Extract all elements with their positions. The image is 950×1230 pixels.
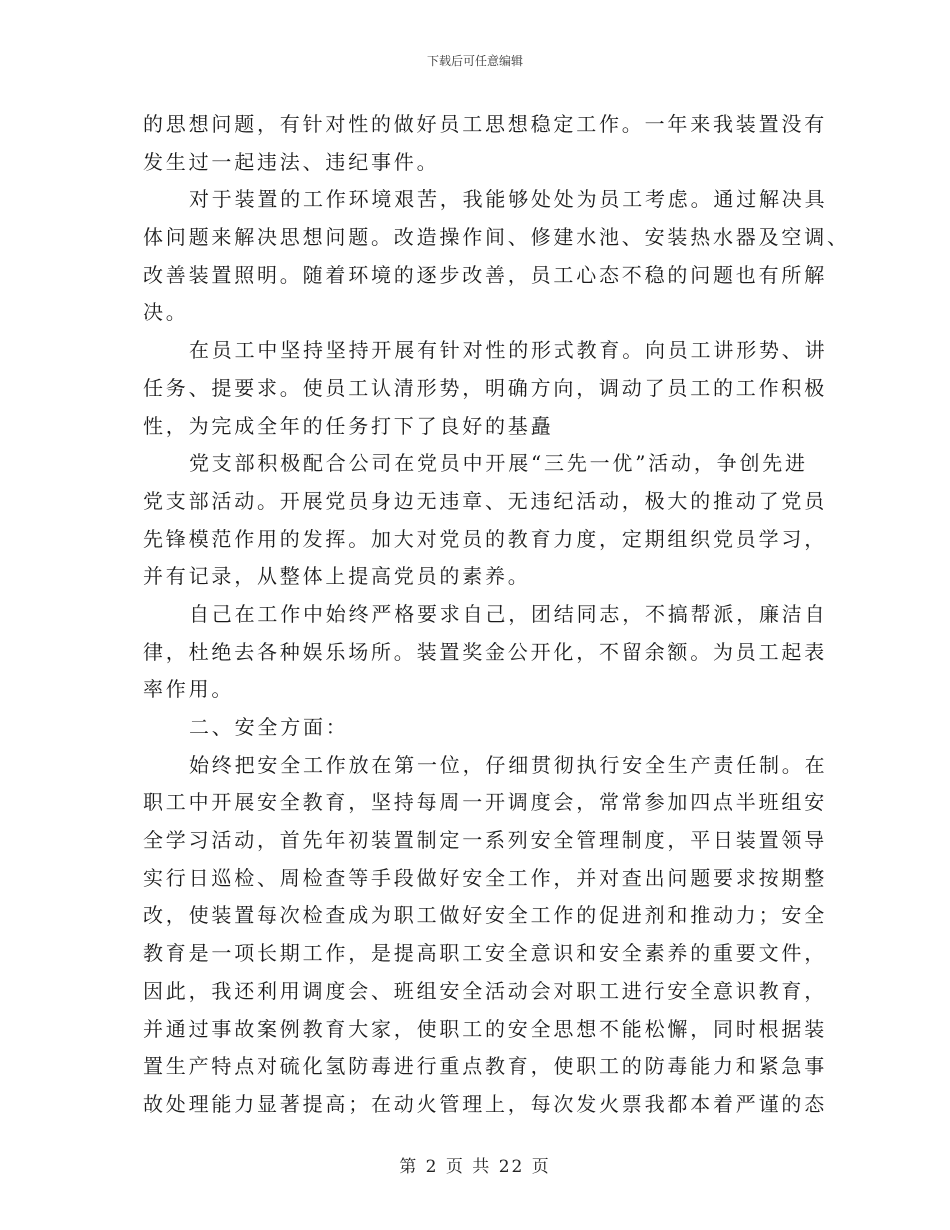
paragraph-start-line: 始终把安全工作放在第一位，仔细贯彻执行安全生产责任制。在 [189,752,828,777]
text-line: 的思想问题，有针对性的做好员工思想稳定工作。一年来我装置没有 [143,112,827,136]
text-line: 性，为完成全年的任务打下了良好的基矗 [143,413,554,438]
text-line: 因此，我还利用调度会、班组安全活动会对职工进行安全意识教育， [143,978,827,1003]
document-body [143,106,850,1124]
text-line: 实行日巡检、周检查等手段做好安全工作，并对查出问题要求按期整 [143,865,827,890]
text-line: 发生过一起违法、违纪事件。 [143,149,440,174]
page-number-footer: 第 2 页 共 22 页 [399,1157,551,1177]
text-line: 并有记录，从整体上提高党员的素养。 [143,564,531,589]
text-line: 决。 [143,300,189,325]
text-line: 改善装置照明。随着环境的逐步改善，员工心态不稳的问题也有所解 [143,262,827,287]
text-line: 党支部活动。开展党员身边无违章、无违纪活动，极大的推动了党员 [143,488,827,513]
text-line: 律，杜绝去各种娱乐场所。装置奖金公开化，不留余额。为员工起表 [143,639,827,664]
text-line: 职工中开展安全教育，坚持每周一开调度会，常常参加四点半班组安 [143,790,827,815]
text-line: 全学习活动，首先年初装置制定一系列安全管理制度，平日装置领导 [143,828,827,853]
text-line: 率作用。 [143,677,235,702]
section-heading: 二、安全方面： [189,715,349,739]
text-line: 体问题来解决思想问题。改造操作间、修建水池、安装热水器及空调、 [143,225,850,250]
paragraph-start-line: 党支部积极配合公司在党员中开展“三先一优”活动，争创先进 [189,451,808,476]
paragraph-start-line: 自己在工作中始终严格要求自己，团结同志，不搞帮派，廉洁自 [189,601,828,626]
text-line: 置生产特点对硫化氢防毒进行重点教育，使职工的防毒能力和紧急事 [143,1054,827,1079]
text-line: 并通过事故案例教育大家，使职工的安全思想不能松懈，同时根据装 [143,1016,827,1041]
text-line: 任务、提要求。使员工认清形势，明确方向，调动了员工的工作积极 [143,375,827,400]
text-line: 先锋模范作用的发挥。加大对党员的教育力度，定期组织党员学习， [143,526,827,551]
text-line: 教育是一项长期工作，是提高职工安全意识和安全素养的重要文件， [143,941,827,966]
page-header: 下载后可任意编辑 [426,54,523,68]
paragraph-start-line: 在员工中坚持坚持开展有针对性的形式教育。向员工讲形势、讲 [189,338,828,363]
paragraph-start-line: 对于装置的工作环境艰苦，我能够处处为员工考虑。通过解决具 [189,187,828,212]
text-line: 故处理能力显著提高；在动火管理上，每次发火票我都本着严谨的态 [143,1091,827,1116]
text-line: 改，使装置每次检查成为职工做好安全工作的促进剂和推动力；安全 [143,903,827,928]
